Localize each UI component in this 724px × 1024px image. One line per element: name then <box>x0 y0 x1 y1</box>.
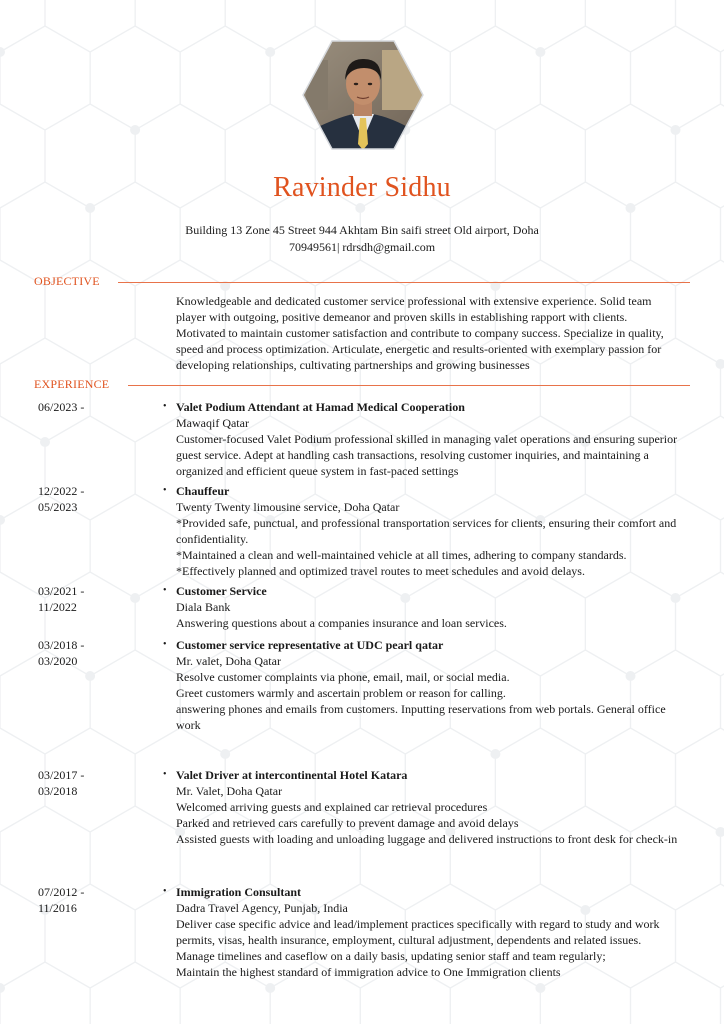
job-details <box>163 637 688 733</box>
phone-email-line: 70949561| rdrsdh@gmail.com <box>288 240 436 254</box>
job-title: Customer Service <box>176 584 267 598</box>
bullet-icon: • <box>163 639 167 650</box>
job-description: Greet customers warmly and ascertain problem or reason for calling. <box>176 686 506 700</box>
bullet-icon: • <box>163 886 167 897</box>
job-description: Deliver case specific advice and lead/implement practices specifically with regard to study and work permits, visas, health insurance, employment, cultural adjustment, dependents and related issues. <box>176 917 660 947</box>
date-end: 11/2016 <box>38 901 77 915</box>
date-start: 12/2022 - <box>38 484 85 498</box>
job-dates <box>38 637 118 669</box>
profile-photo <box>302 40 424 150</box>
address-line: Building 13 Zone 45 Street 944 Akhtam Bin saifi street Old airport, Doha <box>185 223 539 237</box>
job-description: Customer-focused Valet Podium professional skilled in managing valet operations and ensuring superior guest service. Adept at handling cash transactions, resolving customer inquiries, and maintaining a organized and efficient queue system in fast-paced settings <box>176 432 678 478</box>
job-company: Mr. valet, Doha Qatar <box>176 654 281 668</box>
job-details <box>163 884 688 980</box>
job-details <box>163 483 688 579</box>
job-description: Resolve customer complaints via phone, email, mail, or social media. <box>176 670 510 684</box>
objective-text: Knowledgeable and dedicated customer service professional with extensive experience. Solid team player with outgoing, positive demeanor and proven skills in establishing rapport with clients. Motivated to maintain customer satisfaction and contribute to company success. Specialize in quality, speed and process optimization. Articulate, energetic and results-oriented with exemplary passion for developing relationships, cultivating partnerships and growing businesses <box>176 294 664 372</box>
job-description: Parked and retrieved cars carefully to prevent damage and avoid delays <box>176 816 519 830</box>
date-end: 03/2020 <box>38 654 78 668</box>
candidate-name: Ravinder Sidhu <box>273 172 451 203</box>
job-description: Welcomed arriving guests and explained car retrieval procedures <box>176 800 488 814</box>
bullet-icon: • <box>163 401 167 412</box>
job-dates <box>38 767 118 799</box>
job-details <box>163 399 688 479</box>
job-dates <box>38 583 118 615</box>
experience-section-header <box>34 377 690 393</box>
job-description: *Maintained a clean and well-maintained vehicle at all times, adhering to company standards. <box>176 548 627 562</box>
job-description: Assisted guests with loading and unloading luggage and delivered instructions to front desk for check-in <box>176 832 678 846</box>
job-company: Mawaqif Qatar <box>176 416 249 430</box>
job-description: Manage timelines and caseflow on a daily basis, updating senior staff and team regularly; <box>176 949 606 963</box>
job-details <box>163 767 688 847</box>
date-end: 05/2023 <box>38 500 78 514</box>
date-start: 03/2021 - <box>38 584 85 598</box>
job-title: Valet Driver at intercontinental Hotel Katara <box>176 768 408 782</box>
job-description: *Effectively planned and optimized travel routes to meet schedules and avoid delays. <box>176 564 585 578</box>
job-dates <box>38 399 118 415</box>
job-description: answering phones and emails from customers. Inputting reservations from web portals. General office work <box>176 702 666 732</box>
section-divider <box>118 282 690 283</box>
bullet-icon: • <box>163 585 167 596</box>
job-company: Dadra Travel Agency, Punjab, India <box>176 901 348 915</box>
job-dates <box>38 483 118 515</box>
job-company: Diala Bank <box>176 600 231 614</box>
date-start: 03/2017 - <box>38 768 85 782</box>
section-divider <box>128 385 690 386</box>
bullet-icon: • <box>163 769 167 780</box>
date-end: 03/2018 <box>38 784 78 798</box>
bullet-icon: • <box>163 485 167 496</box>
date-start: 03/2018 - <box>38 638 85 652</box>
date-end: 11/2022 <box>38 600 77 614</box>
job-dates <box>38 884 118 916</box>
contact-info <box>120 222 604 256</box>
job-description: Answering questions about a companies insurance and loan services. <box>176 616 507 630</box>
job-title: Chauffeur <box>176 484 230 498</box>
job-company: Mr. Valet, Doha Qatar <box>176 784 283 798</box>
job-title: Customer service representative at UDC pearl qatar <box>176 638 444 652</box>
job-title: Valet Podium Attendant at Hamad Medical Cooperation <box>176 400 465 414</box>
date-start: 06/2023 - <box>38 400 85 414</box>
section-title: OBJECTIVE <box>34 274 100 288</box>
job-company: Twenty Twenty limousine service, Doha Qatar <box>176 500 400 514</box>
date-start: 07/2012 - <box>38 885 85 899</box>
job-description: *Provided safe, punctual, and professional transportation services for clients, ensuring their comfort and confidentiality. <box>176 516 677 546</box>
job-title: Immigration Consultant <box>176 885 302 899</box>
objective-section-header <box>34 274 690 290</box>
section-title: EXPERIENCE <box>34 377 110 391</box>
job-description: Maintain the highest standard of immigration advice to One Immigration clients <box>176 965 561 979</box>
job-details <box>163 583 688 631</box>
